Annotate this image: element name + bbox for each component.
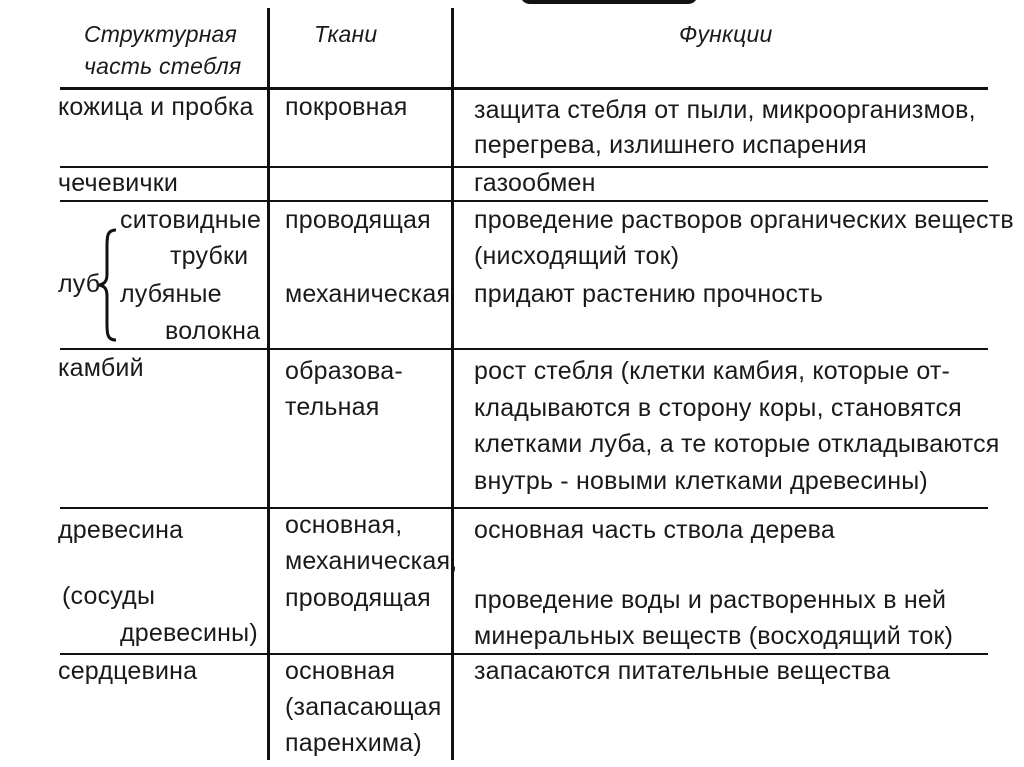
row4-tissue-line2: тельная — [285, 393, 380, 421]
row4-function-line2: кладываются в сторону коры, становятся — [474, 394, 962, 422]
curly-brace-icon — [96, 228, 120, 342]
row5-part-line1: древесина — [58, 516, 184, 544]
row5-tissue-line2: механическая, — [285, 547, 458, 575]
row3-function2-line1: придают растению прочность — [474, 280, 824, 308]
row1-part: кожица и пробка — [58, 93, 254, 121]
row5-function2-line1: проведение воды и растворенных в ней — [474, 586, 947, 614]
row1-function-line1: защита стебля от пыли, микроорганизмов, — [474, 96, 976, 124]
header-functions: Функции — [679, 21, 773, 47]
row3-sieve-tubes-line1: ситовидные — [120, 206, 262, 234]
row4-part: камбий — [58, 354, 144, 382]
row5-part-line3: древесины) — [120, 619, 258, 647]
header-structural-part-line2: часть стебля — [84, 53, 242, 79]
row-divider-4 — [60, 507, 988, 509]
column-divider-1 — [267, 8, 270, 760]
row3-tissue-conductive: проводящая — [285, 206, 431, 234]
row6-part: сердцевина — [58, 657, 198, 685]
row3-bast-fibers-line1: лубяные — [120, 280, 222, 308]
row6-tissue-line3: паренхима) — [285, 729, 422, 757]
row3-bast-fibers-line2: волокна — [165, 317, 261, 345]
row5-function2-line2: минеральных веществ (восходящий ток) — [474, 622, 954, 650]
row5-tissue-line3: проводящая — [285, 584, 431, 612]
row3-function1-line2: (нисходящий ток) — [474, 242, 680, 270]
row4-tissue-line1: образова- — [285, 357, 403, 385]
row2-part: чечевички — [58, 169, 179, 197]
header-structural-part-line1: Структурная — [84, 21, 238, 47]
row5-part-line2: (сосуды — [62, 582, 156, 610]
row3-sieve-tubes-line2: трубки — [170, 242, 249, 270]
row6-tissue-line1: основная — [285, 657, 396, 685]
row4-function-line3: клетками луба, а те которые откладываются — [474, 430, 1000, 458]
row6-tissue-line2: (запасающая — [285, 693, 442, 721]
row4-function-line1: рост стебля (клетки камбия, которые от- — [474, 357, 951, 385]
header-tissues: Ткани — [314, 21, 378, 47]
row1-tissue: покровная — [285, 93, 408, 121]
row5-tissue-line1: основная, — [285, 511, 403, 539]
row4-function-line4: внутрь - новыми клетками древесины) — [474, 467, 928, 495]
cropped-heading-fragment — [520, 0, 698, 4]
row6-function-line1: запасаются питательные вещества — [474, 657, 891, 685]
row2-function: газообмен — [474, 169, 596, 197]
row3-part: луб — [58, 270, 101, 298]
column-divider-2 — [451, 8, 454, 760]
row3-tissue-mechanical: механическая — [285, 280, 451, 308]
row3-function1-line1: проведение растворов органических веществ — [474, 206, 1014, 234]
row1-function-line2: перегрева, излишнего испарения — [474, 131, 867, 159]
row5-function1-line1: основная часть ствола дерева — [474, 516, 835, 544]
